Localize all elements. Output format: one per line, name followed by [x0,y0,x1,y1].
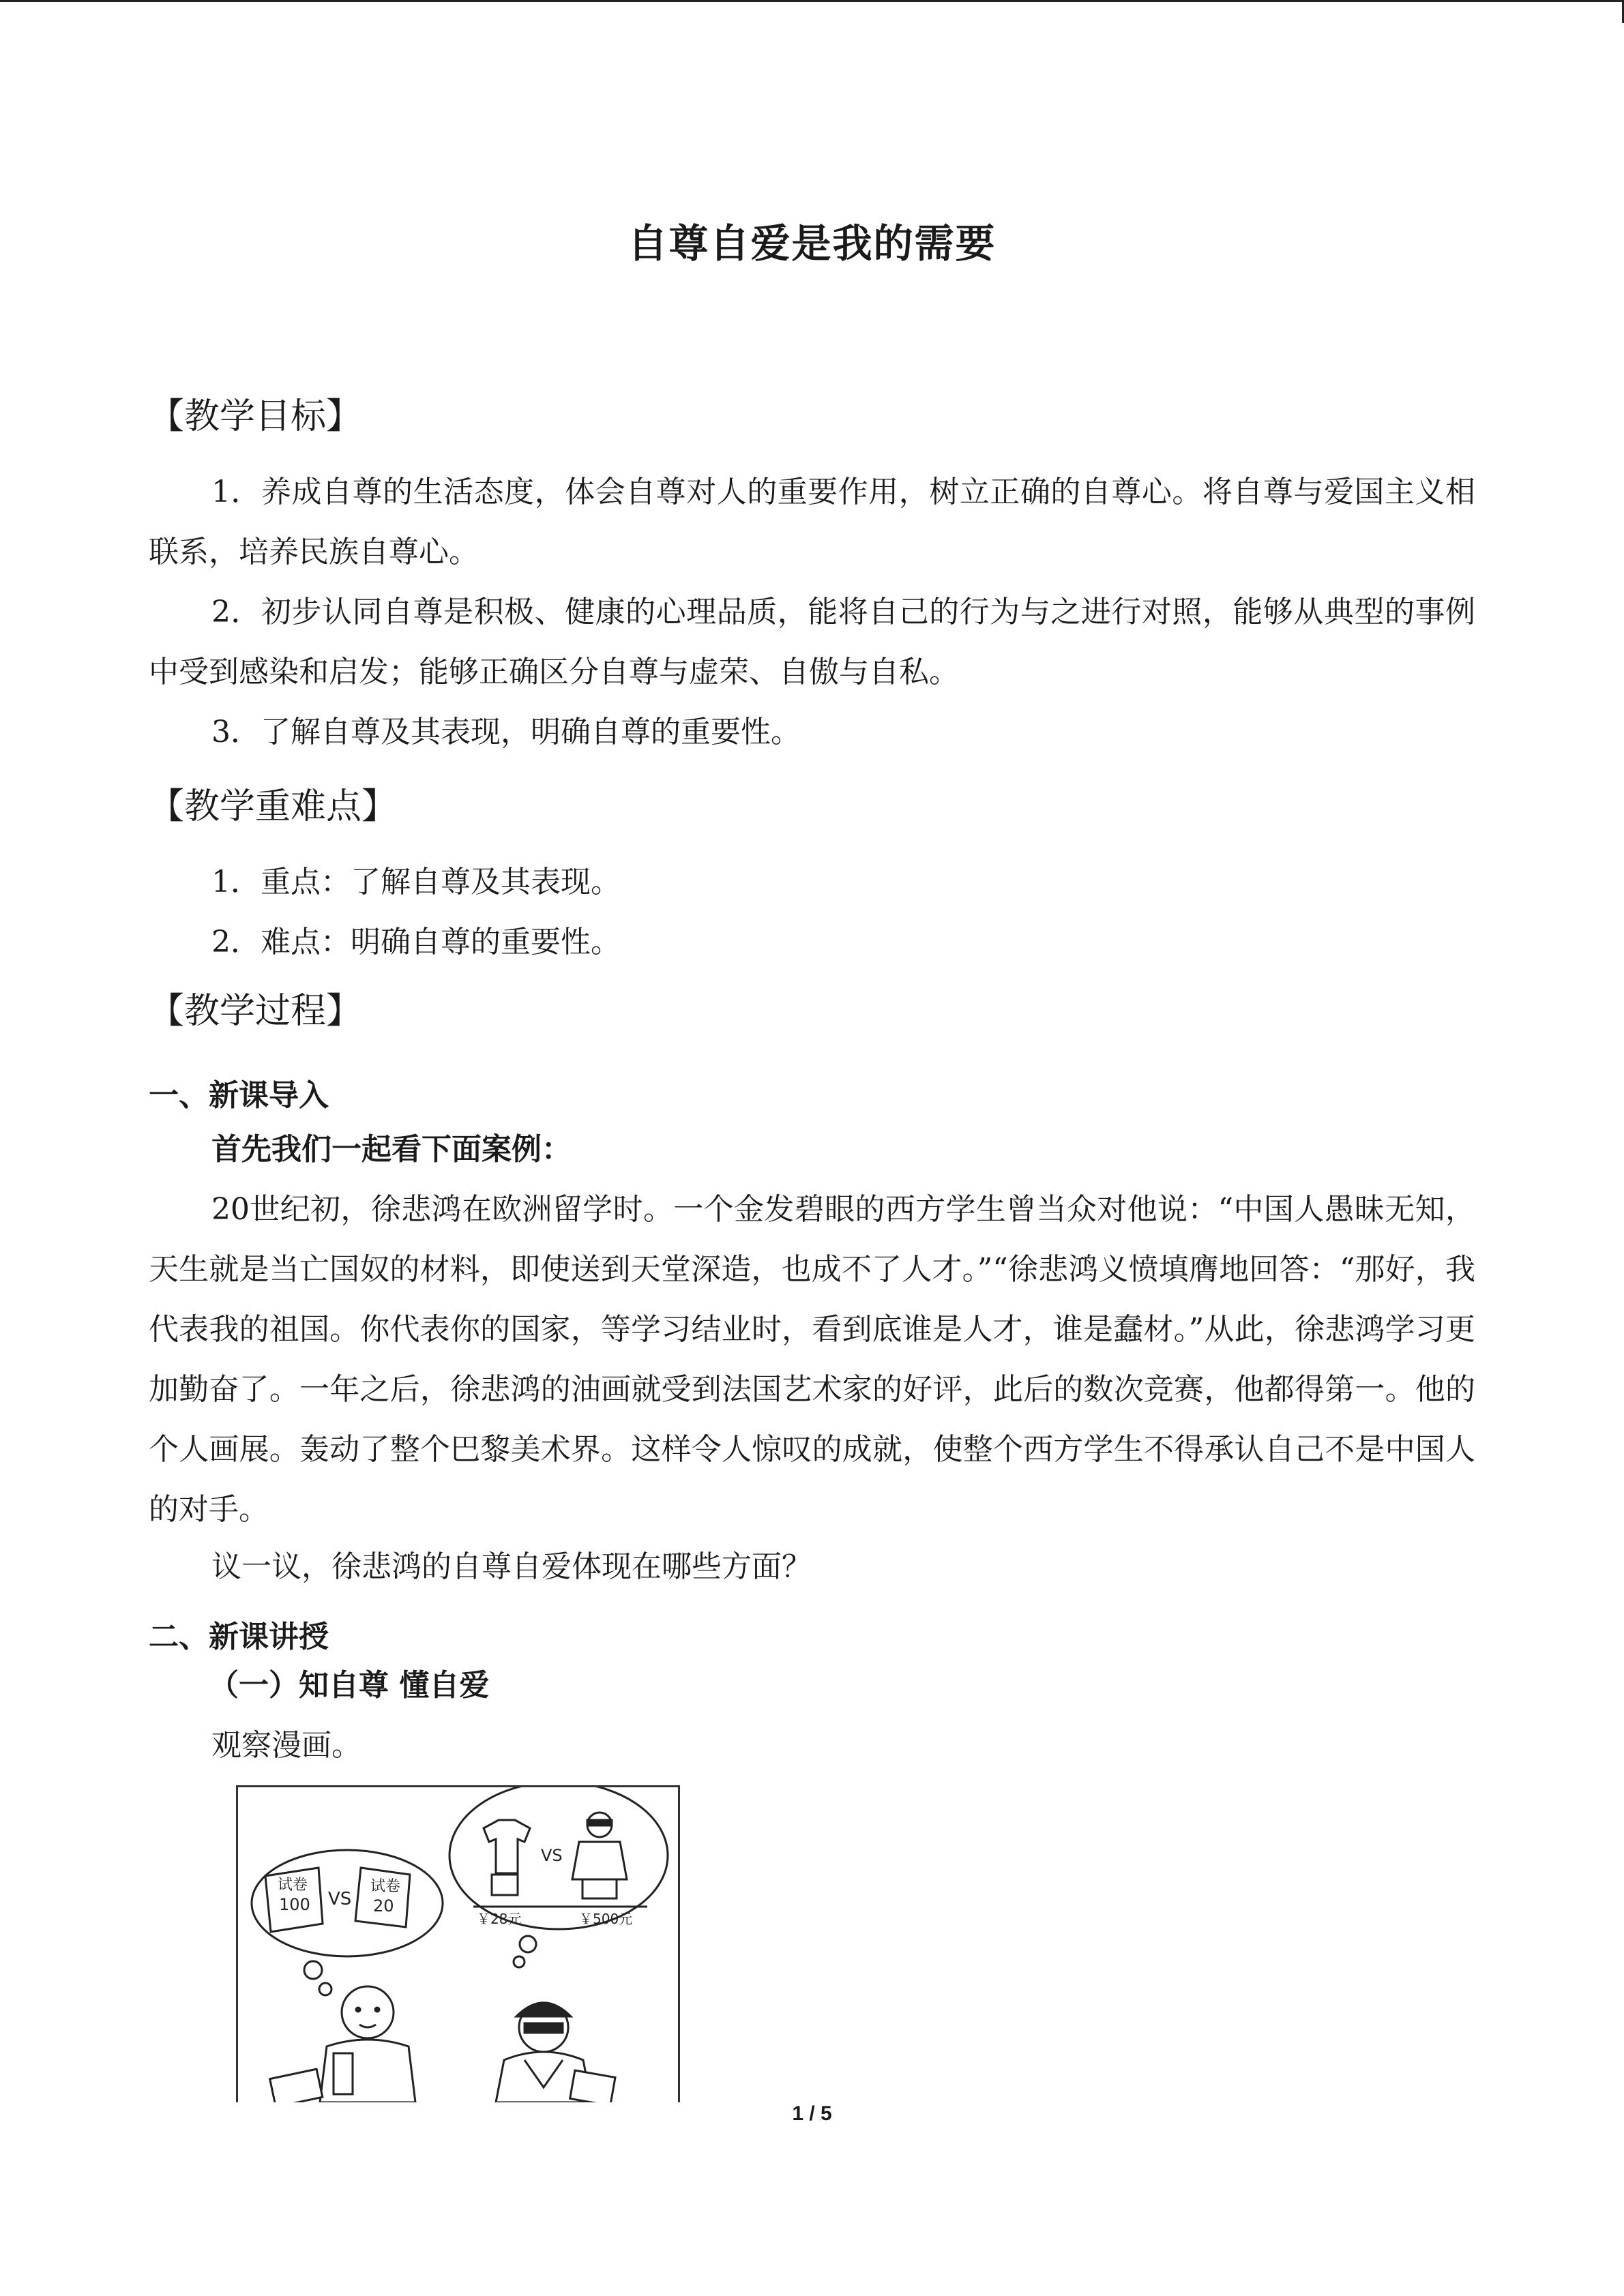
story-paragraph: 20世纪初，徐悲鸿在欧洲留学时。一个金发碧眼的西方学生曾当众对他说：“中国人愚昧无知，天生就是当亡国奴的材料，即使送到天堂深造，也成不了人才。”“徐悲鸿义愤填膺地回答：“那好，我代表我的祖国。你代表你的国家，等学习结业时，看到底谁是人才，谁是蠢材。”从此，徐悲鸿学习更加勤奋了。一年之后，徐悲鸿的油画就受到法国艺术家的好评，此后的数次竞赛，他都得第一。他的个人画展。轰动了整个巴黎美术界。这样令人惊叹的成就，使整个西方学生不得承认自己不是中国人的对手。 [149,1192,1475,1527]
observe-instruction: 观察漫画。 [211,1728,361,1763]
discussion-question: 议一议，徐悲鸿的自尊自爱体现在哪些方面？ [211,1549,812,1584]
heading-process: 【教学过程】 [149,991,362,1032]
right-vs-label: VS [541,1846,563,1865]
heading-objectives: 【教学目标】 [149,396,362,437]
part2-heading: 二、新课讲授 [149,1620,329,1654]
objective-3: 3．了解自尊及其表现，明确自尊的重要性。 [211,715,801,749]
objective-1: 1．养成自尊的生活态度，体会自尊对人的重要作用，树立正确的自尊心。将自尊与爱国主义相联系，培养民族自尊心。 [149,475,1475,569]
price-cheap: ￥28元 [477,1911,522,1927]
objective-2: 2．初步认同自尊是积极、健康的心理品质，能将自己的行为与之进行对照，能够从典型的事例中受到感染和启发；能够正确区分自尊与虚荣、自傲与自私。 [149,595,1475,689]
heading-key-points: 【教学重难点】 [149,786,398,827]
document-title: 自尊自爱是我的需要 [628,220,996,267]
key-point-2: 2．难点：明确自尊的重要性。 [211,925,621,959]
price-expensive: ￥500元 [579,1911,633,1927]
right-thought-bubble [449,1787,668,1967]
right-student-figure [496,2003,615,2102]
left-student-figure [270,1986,415,2102]
right-paper-score: 20 [373,1896,394,1915]
part1-heading: 一、新课导入 [149,1078,329,1113]
top-border [0,0,1624,2]
subsection1-heading: （一）知自尊 懂自爱 [209,1668,490,1703]
key-point-1: 1．重点：了解自尊及其表现。 [211,865,621,899]
case-intro: 首先我们一起看下面案例： [211,1132,572,1167]
left-paper-score: 100 [279,1895,310,1914]
left-thought-bubble [252,1850,443,1995]
page-number: 1 / 5 [792,2102,832,2125]
left-paper-label: 试卷 [278,1877,308,1894]
left-vs-label: VS [328,1889,352,1909]
right-paper-label: 试卷 [370,1878,401,1895]
cartoon-illustration [236,1785,680,2102]
